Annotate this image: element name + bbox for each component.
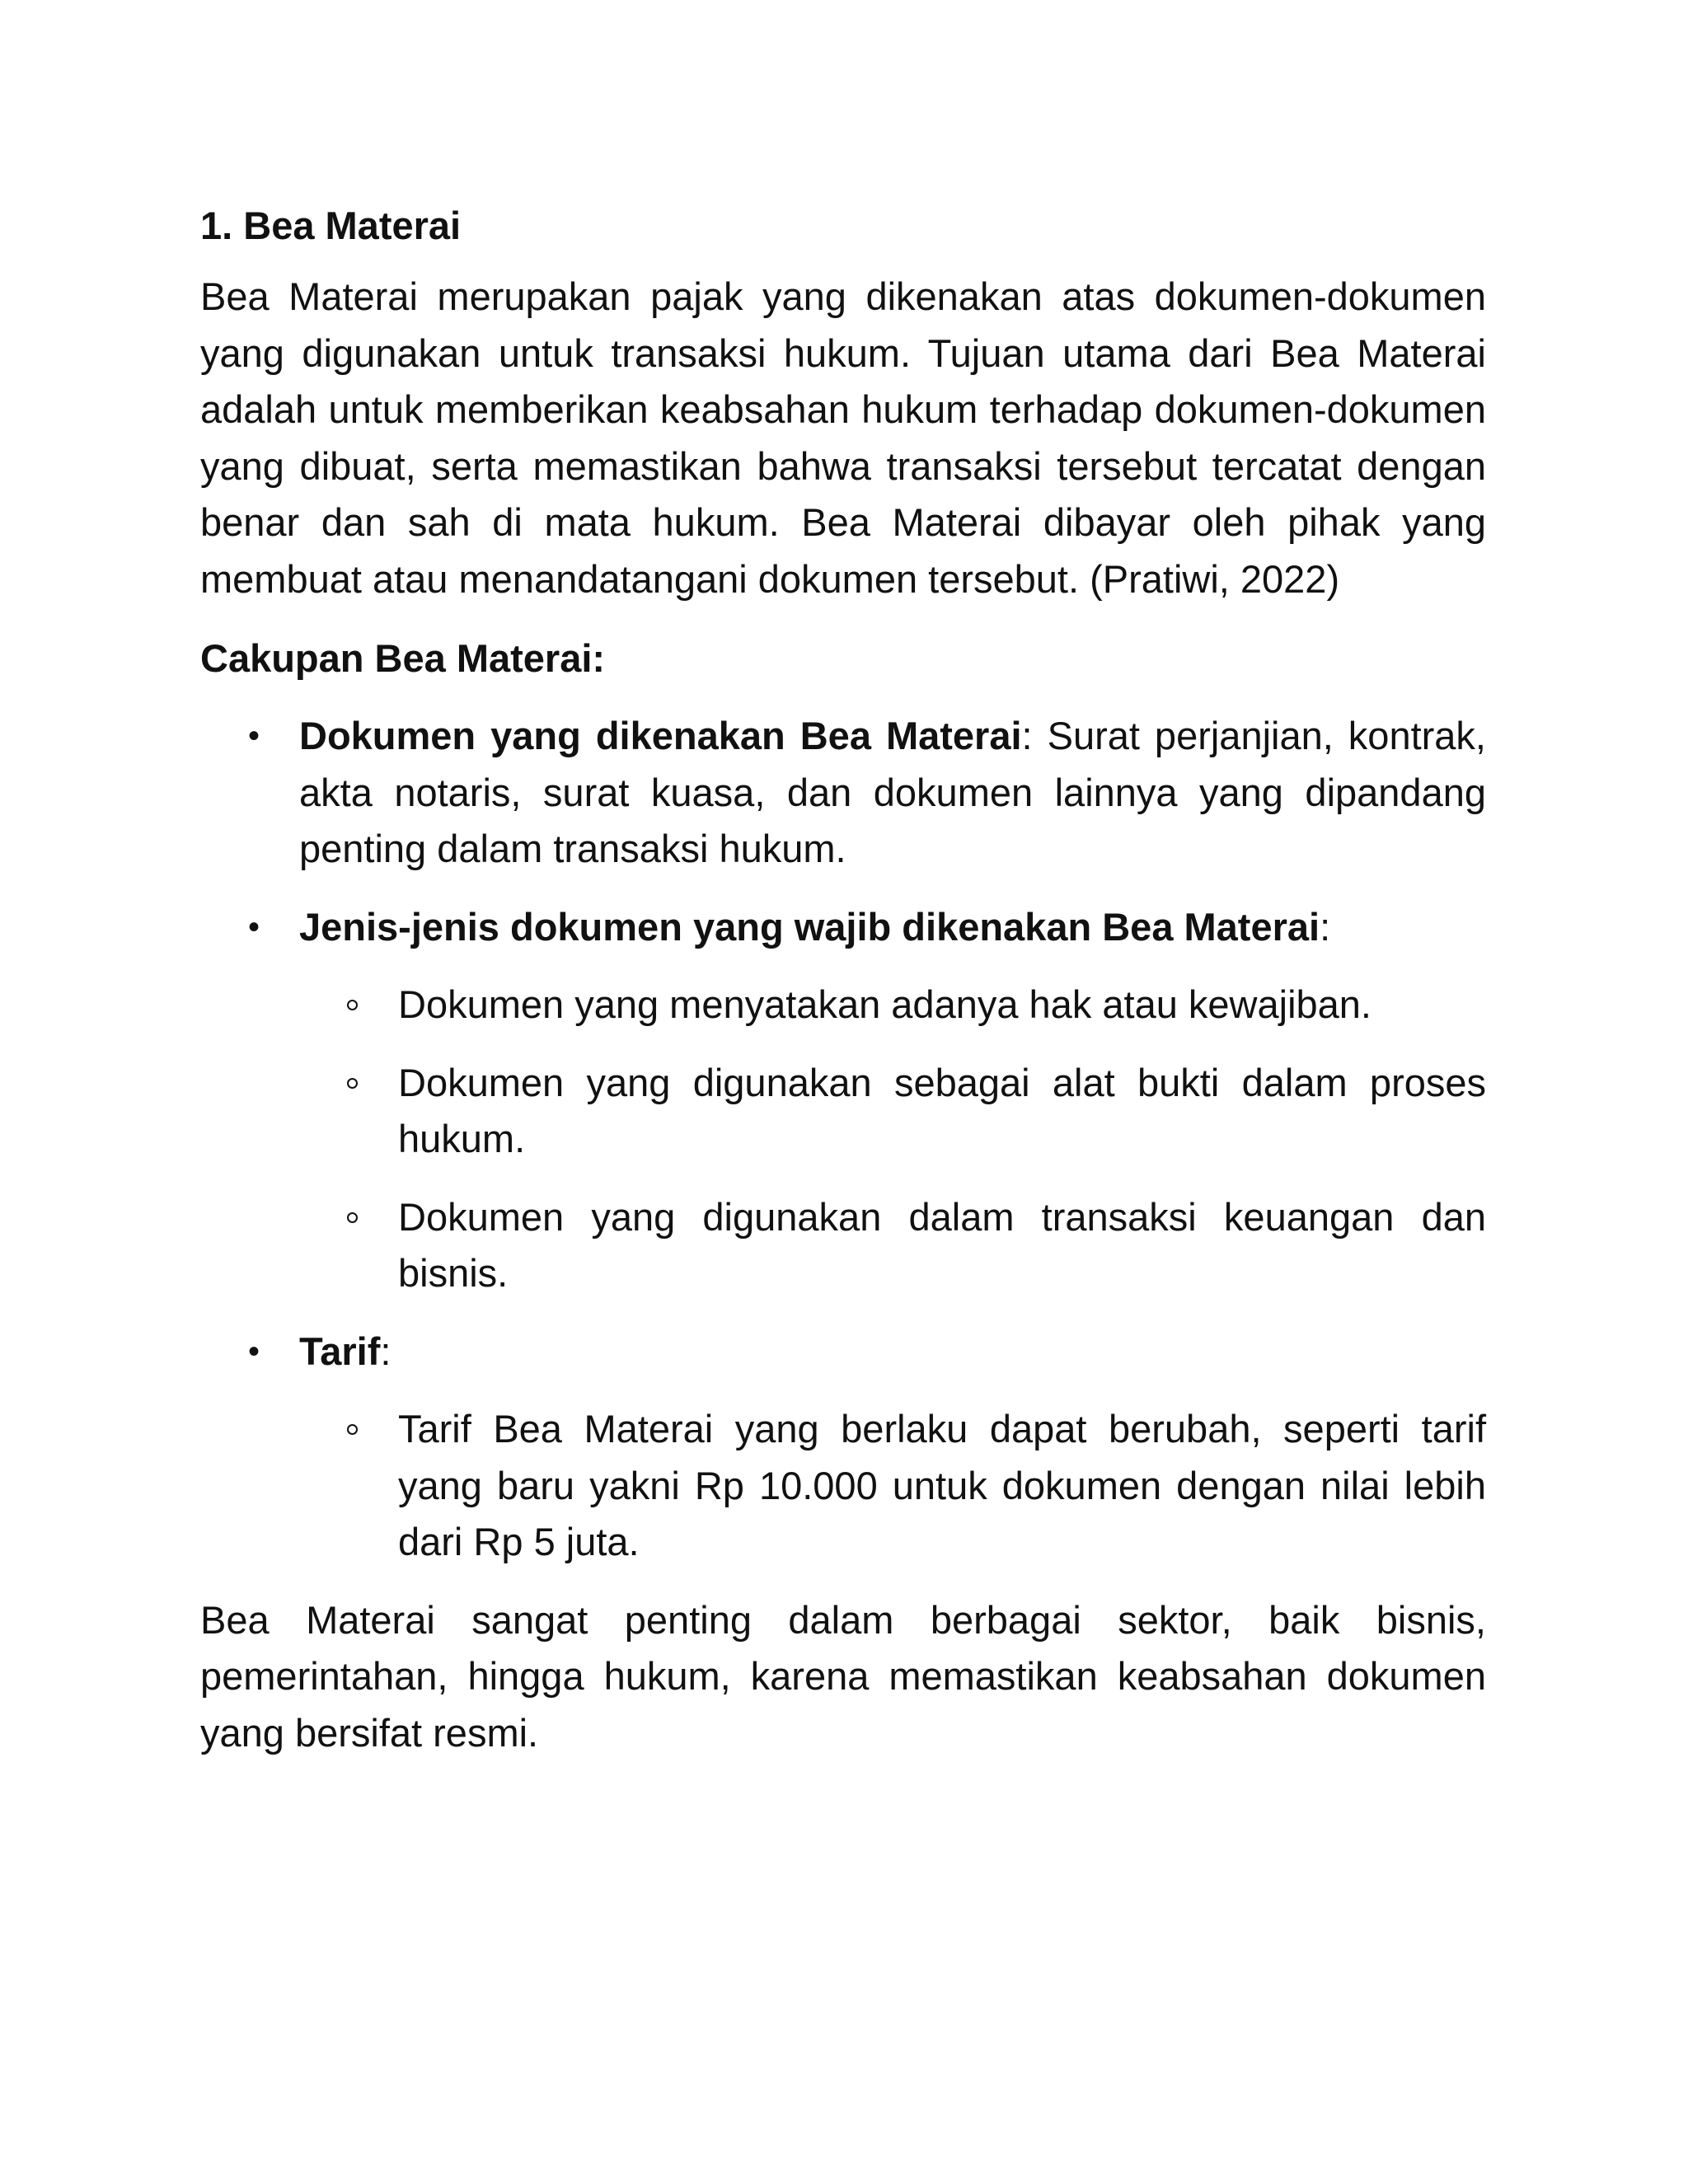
list-item-term: Dokumen yang dikenakan Bea Materai (299, 714, 1022, 757)
bullet-circle-icon (347, 1078, 358, 1089)
list-item (248, 899, 1486, 1302)
section-heading: 1. Bea Materai (200, 204, 462, 247)
list-item-term: Tarif (299, 1329, 381, 1373)
sub-list-item (398, 1189, 1486, 1302)
list-item-term: Jenis-jenis dokumen yang wajib dikenakan Bea Materai (299, 904, 1320, 949)
sub-list-item (398, 1401, 1486, 1571)
scope-heading: Cakupan Bea Materai: (200, 636, 606, 680)
list-item (248, 1324, 1486, 1571)
list-item-description: : Surat perjanjian, kontrak, akta notaris, surat kuasa, dan dokumen lainnya yang dipandang penting dalam transaksi hukum. (299, 714, 1486, 870)
bullet-circle-icon (347, 1000, 358, 1010)
bullet-dot-icon: • (248, 908, 260, 945)
sub-list (299, 1401, 1486, 1571)
sub-list-item (398, 1055, 1486, 1168)
bullet-circle-icon (347, 1424, 358, 1435)
list-item (248, 708, 1486, 878)
bullet-dot-icon: • (248, 718, 260, 754)
sub-list-item (398, 977, 1486, 1033)
scope-list (200, 708, 1486, 1571)
bullet-circle-icon (347, 1212, 358, 1223)
bullet-dot-icon: • (248, 1333, 260, 1370)
sub-list-item-text: Dokumen yang digunakan dalam transaksi keuangan dan bisnis. (398, 1194, 1486, 1295)
list-item-description: : (1320, 904, 1331, 949)
sub-list-item-text: Dokumen yang menyatakan adanya hak atau kewajiban. (398, 982, 1372, 1026)
sub-list-item-text: Dokumen yang digunakan sebagai alat bukti dalam proses hukum. (398, 1060, 1486, 1160)
sub-list (299, 977, 1486, 1302)
closing-paragraph: Bea Materai sangat penting dalam berbagai sektor, baik bisnis, pemerintahan, hingga hukum, karena memastikan keabsahan dokumen yang bersifat resmi. (200, 1597, 1486, 1755)
list-item-description: : (380, 1329, 392, 1373)
document-body (200, 198, 1486, 1761)
intro-paragraph: Bea Materai merupakan pajak yang dikenakan atas dokumen-dokumen yang digunakan untuk transaksi hukum. Tujuan utama dari Bea Materai adalah untuk memberikan keabsahan hukum terhadap dokumen-dokumen yang dibuat, serta memastikan bahwa transaksi tersebut tercatat dengan benar dan sah di mata hukum. Bea Materai dibayar oleh pihak yang membuat atau menandatangani dokumen tersebut. (Pratiwi, 2022) (200, 274, 1486, 601)
sub-list-item-text: Tarif Bea Materai yang berlaku dapat berubah, seperti tarif yang baru yakni Rp 10.000 untuk dokumen dengan nilai lebih dari Rp 5 juta. (398, 1407, 1486, 1563)
